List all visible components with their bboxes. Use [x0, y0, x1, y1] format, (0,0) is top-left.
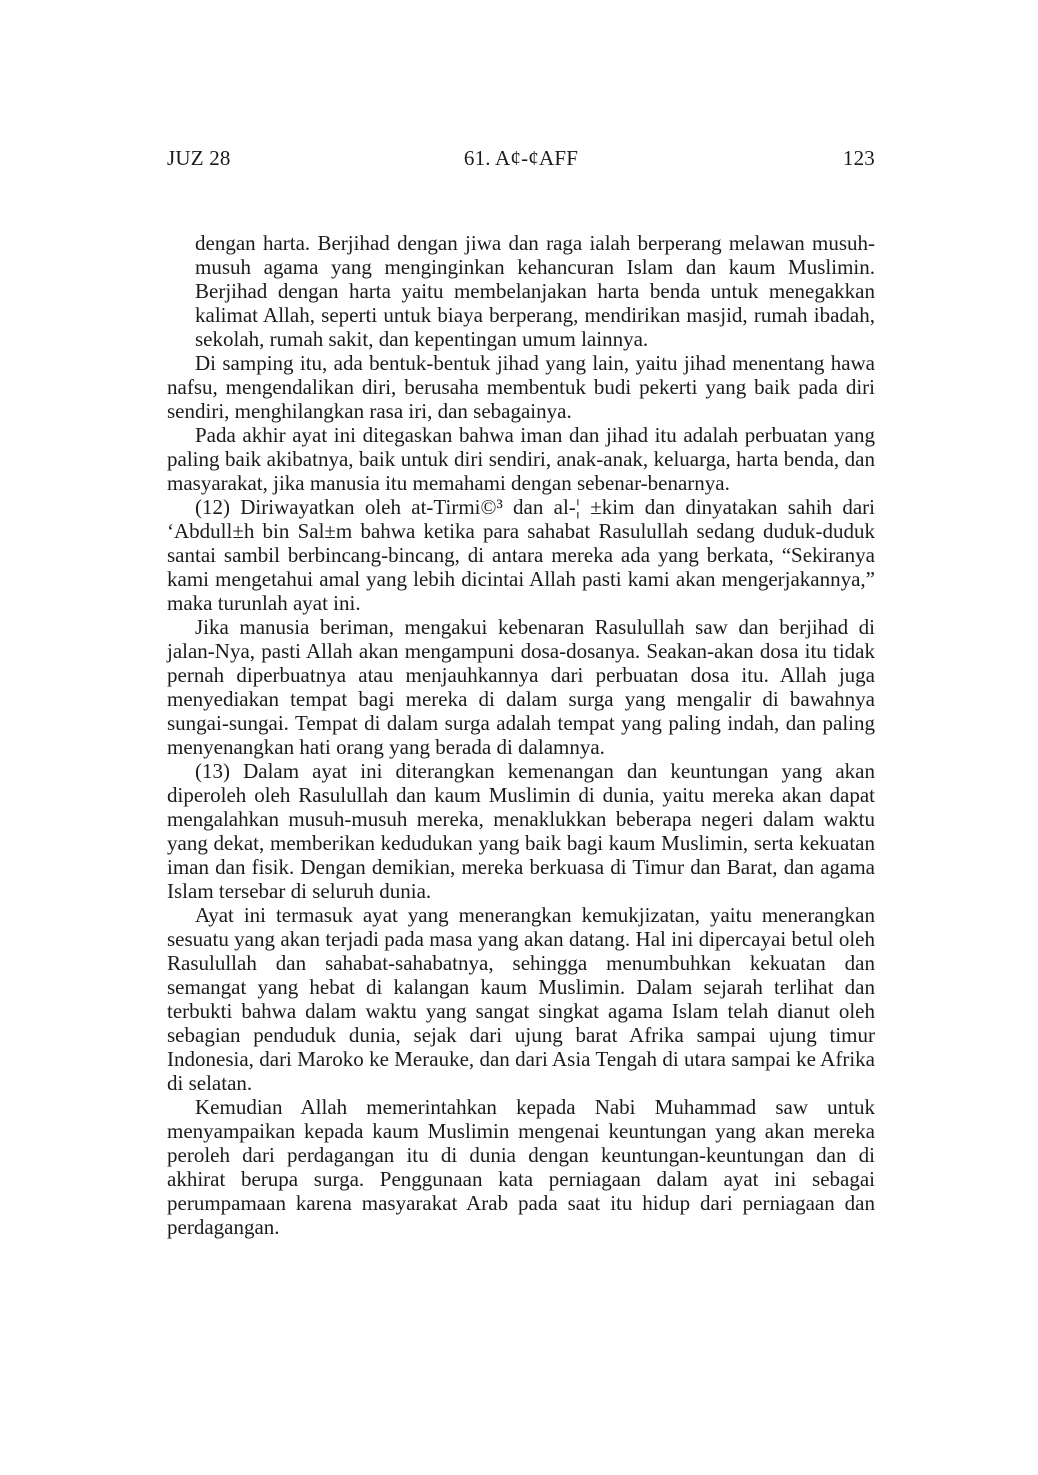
- page-number: 123: [842, 146, 875, 170]
- paragraph: (12) Diriwayatkan oleh at-Tirmi©³ dan al-¦ ±kim dan dinyatakan sahih dari ‘Abdull±h bin Sal±m bahwa ketika para sahabat Rasulullah sedang duduk-duduk santai sambil berbincang-bincang, di antara mereka ada yang berkata, “Sekiranya kami mengetahui amal yang lebih dicintai Allah pasti kami akan mengerjakannya,” maka turunlah ayat ini.: [167, 495, 875, 615]
- paragraph: Di samping itu, ada bentuk-bentuk jihad yang lain, yaitu jihad menentang hawa nafsu, mengendalikan diri, berusaha membentuk budi pekerti yang baik pada diri sendiri, menghilangkan rasa iri, dan sebagainya.: [167, 351, 875, 423]
- surah-title: 61. A¢-¢AFF: [463, 146, 579, 170]
- running-header: [167, 146, 875, 171]
- body-text: [167, 231, 875, 1239]
- juz-label: JUZ 28: [167, 146, 231, 170]
- paragraph: Kemudian Allah memerintahkan kepada Nabi Muhammad saw untuk menyampaikan kepada kaum Muslimin mengenai keuntungan yang akan mereka peroleh dari perdagangan itu di dunia dengan keuntungan-keuntungan dan di akhirat berupa surga. Penggunaan kata perniagaan dalam ayat ini sebagai perumpamaan karena masyarakat Arab pada saat itu hidup dari perniagaan dan perdagangan.: [167, 1095, 875, 1239]
- paragraph: (13) Dalam ayat ini diterangkan kemenangan dan keuntungan yang akan diperoleh oleh Rasulullah dan kaum Muslimin di dunia, yaitu mereka akan dapat mengalahkan musuh-musuh mereka, menaklukkan beberapa negeri dalam waktu yang dekat, memberikan kedudukan yang baik bagi kaum Muslimin, serta kekuatan iman dan fisik. Dengan demikian, mereka berkuasa di Timur dan Barat, dan agama Islam tersebar di seluruh dunia.: [167, 759, 875, 903]
- paragraph: Ayat ini termasuk ayat yang menerangkan kemukjizatan, yaitu menerangkan sesuatu yang akan terjadi pada masa yang akan datang. Hal ini dipercayai betul oleh Rasulullah dan sahabat-sahabatnya, sehingga menumbuhkan kekuatan dan semangat yang hebat di kalangan kaum Muslimin. Dalam sejarah terlihat dan terbukti bahwa dalam waktu yang sangat singkat agama Islam telah dianut oleh sebagian penduduk dunia, sejak dari ujung barat Afrika sampai ujung timur Indonesia, dari Maroko ke Merauke, dan dari Asia Tengah di utara sampai ke Afrika di selatan.: [167, 903, 875, 1095]
- paragraph-continuation: dengan harta. Berjihad dengan jiwa dan raga ialah berperang melawan musuh-musuh agama yang menginginkan kehancuran Islam dan kaum Muslimin. Berjihad dengan harta yaitu membelanjakan harta benda untuk menegakkan kalimat Allah, seperti untuk biaya berperang, mendirikan masjid, rumah ibadah, sekolah, rumah sakit, dan kepentingan umum lainnya.: [195, 231, 875, 351]
- paragraph: Jika manusia beriman, mengakui kebenaran Rasulullah saw dan berjihad di jalan-Nya, pasti Allah akan mengampuni dosa-dosanya. Seakan-akan dosa itu tidak pernah diperbuatnya atau menjauhkannya dari perbuatan dosa itu. Allah juga menyediakan tempat bagi mereka di dalam surga yang mengalir di bawahnya sungai-sungai. Tempat di dalam surga adalah tempat yang paling indah, dan paling menyenangkan hati orang yang berada di dalamnya.: [167, 615, 875, 759]
- paragraph: Pada akhir ayat ini ditegaskan bahwa iman dan jihad itu adalah perbuatan yang paling baik akibatnya, baik untuk diri sendiri, anak-anak, keluarga, harta benda, dan masyarakat, jika manusia itu memahami dengan sebenar-benarnya.: [167, 423, 875, 495]
